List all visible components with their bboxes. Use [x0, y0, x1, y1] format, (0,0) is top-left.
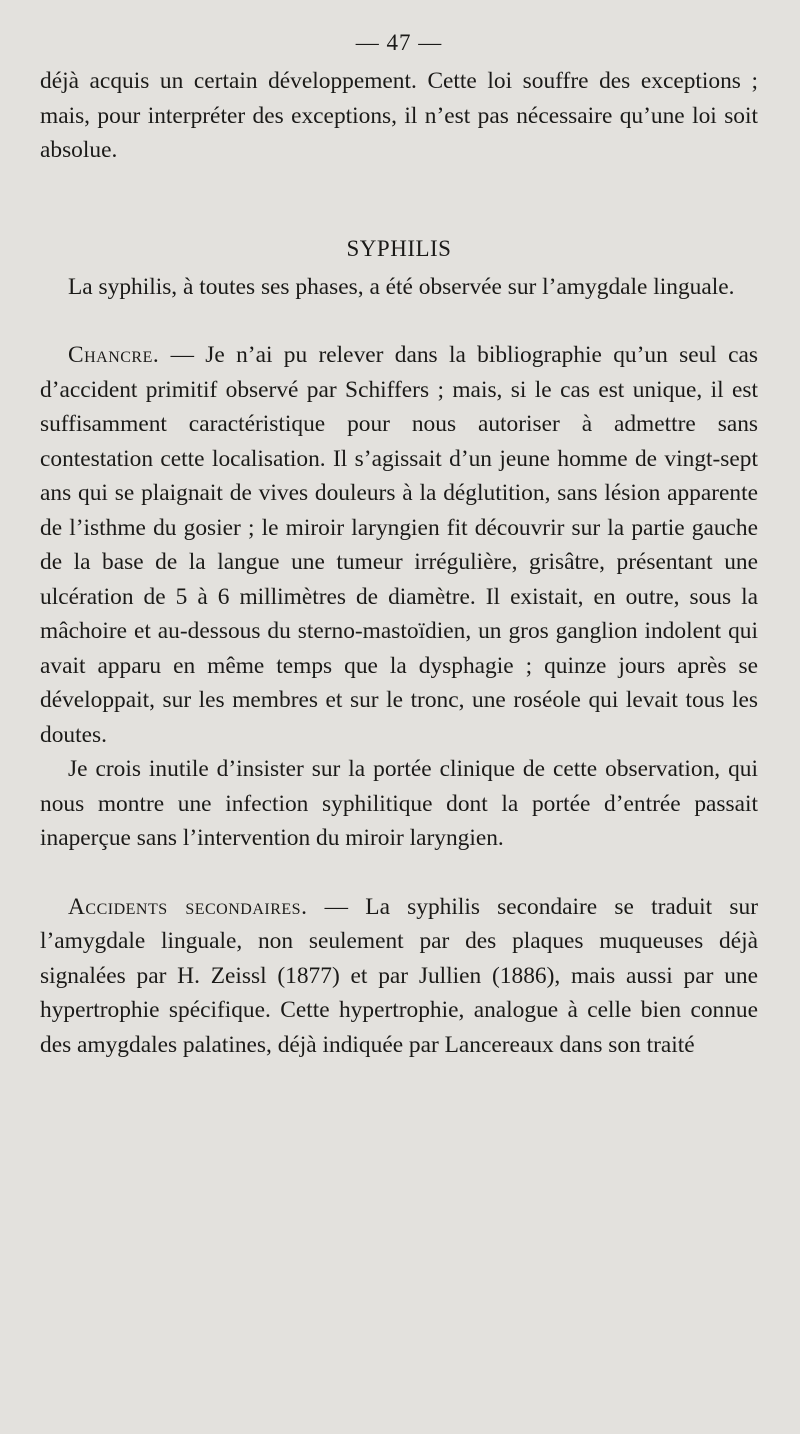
chancre-label: Chancre.	[68, 342, 160, 368]
observation-paragraph: Je crois inutile d’insister sur la portée clinique de cette observation, qui nous montre une infection syphilitique dont la portée d’entrée passait inaperçue sans l’intervention du miroir laryngien.	[40, 756, 758, 851]
secondary-label: Accidents secondaires.	[68, 893, 308, 920]
chancre-text: — Je n’ai pu relever dans la bibliographie qu’un seul cas d’accident primitif observé par Schiffers ; mais, si le cas est unique, il est suffisamment caractéristique pour nous autoriser à admettre sans contestation cette localisation. Il s’agissait d’un jeune homme de vingt-sept ans qui se plaignait de vives douleurs à la déglutition, sans lésion apparente de l’isthme du gosier ; le miroir laryngien fit découvrir sur la partie gauche de la base de la langue une tumeur irrégulière, grisâtre, présentant une ulcération de 5 à 6 millimètres de diamètre. Il existait, en outre, sous la mâchoire et au-dessous du sterno-mastoïdien, un gros ganglion indolent qui avait apparu en même temps que la dysphagie ; quinze jours après se développait, sur les membres et sur le tronc, une roséole qui levait tous les doutes.	[40, 342, 758, 748]
secondary-text: — La syphilis secondaire se traduit sur l’amygdale linguale, non seulement par des plaques muqueuses déjà signalées par H. Zeissl (1877) et par Jullien (1886), mais aussi par une hypertrophie spécifique. Cette hypertrophie, analogue à celle bien connue des amygdales palatines, déjà indiquée par Lancereaux dans son traité	[40, 893, 758, 1058]
page-number: — 47 —	[355, 30, 443, 55]
secondary-paragraph	[40, 890, 758, 1063]
spacer	[40, 304, 758, 338]
spacer	[40, 856, 758, 890]
chancre-paragraph	[40, 338, 758, 752]
section-title: SYPHILIS	[346, 235, 452, 261]
intro-paragraph: déjà acquis un certain développement. Cette loi souffre des exceptions ; mais, pour interpréter des exceptions, il n’est pas nécessaire qu’une loi soit absolue.	[40, 68, 758, 163]
section-intro-paragraph: La syphilis, à toutes ses phases, a été observée sur l’amygdale linguale.	[68, 273, 735, 300]
